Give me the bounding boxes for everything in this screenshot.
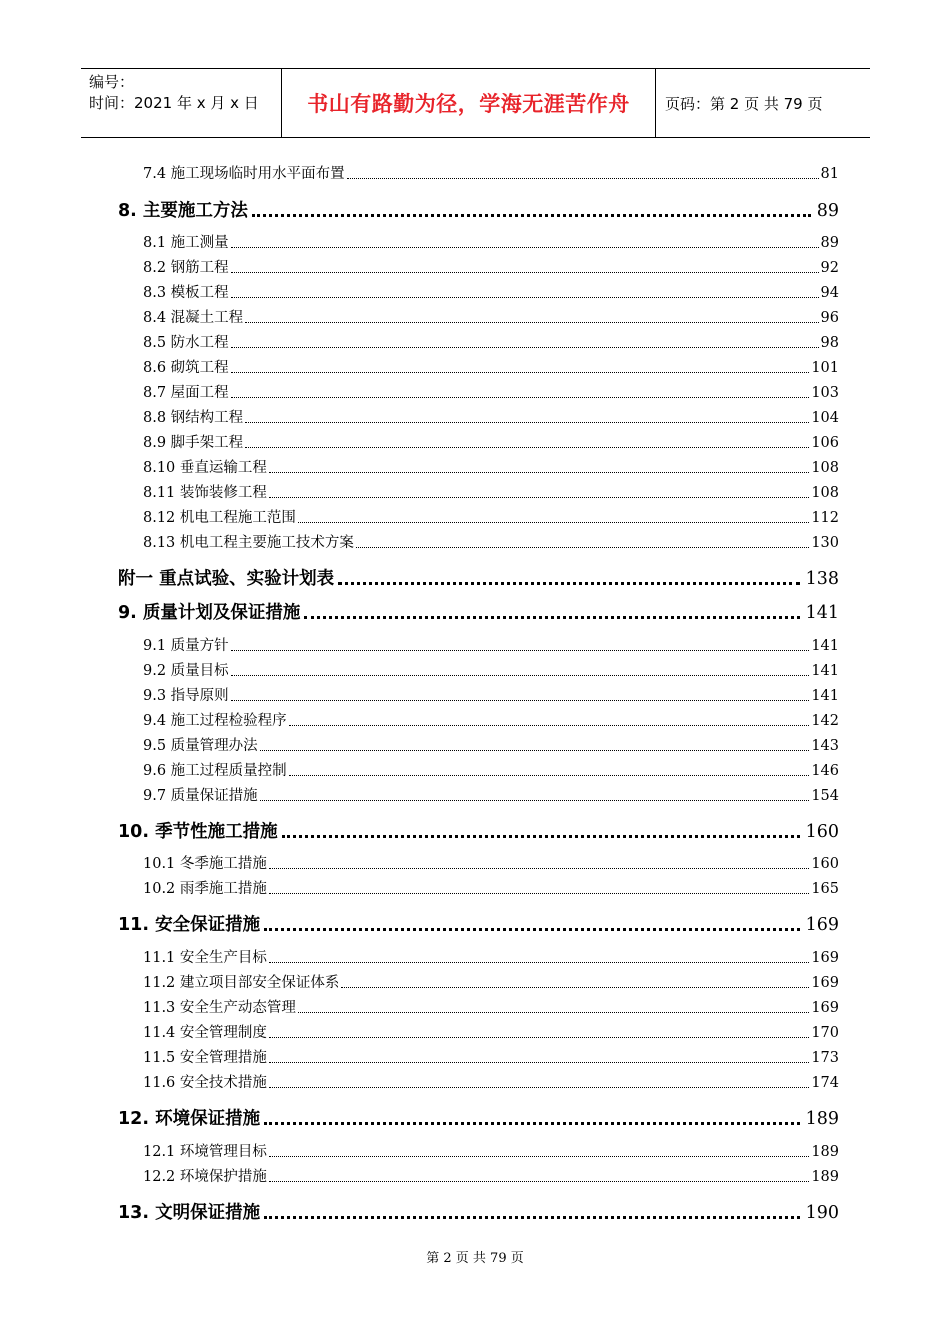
toc-entry-page: 160 bbox=[811, 856, 839, 872]
toc-entry-page: 190 bbox=[805, 1203, 839, 1223]
toc-section-entry[interactable] bbox=[143, 231, 839, 252]
toc-chapter-entry[interactable] bbox=[118, 911, 839, 936]
toc-entry-title: 12. 环境保证措施 bbox=[118, 1109, 261, 1129]
toc-dot-leader bbox=[338, 582, 800, 585]
toc-entry-page: 96 bbox=[820, 310, 839, 326]
toc-section-entry[interactable] bbox=[143, 1071, 839, 1092]
toc-entry-page: 189 bbox=[811, 1169, 839, 1185]
toc-dot-leader bbox=[252, 214, 811, 217]
toc-dot-leader bbox=[245, 422, 809, 423]
toc-entry-page: 142 bbox=[811, 713, 839, 729]
toc-section-entry[interactable] bbox=[143, 481, 839, 502]
toc-entry-title: 8.5 防水工程 bbox=[143, 335, 229, 351]
toc-dot-leader bbox=[298, 522, 809, 523]
toc-section-entry[interactable] bbox=[143, 734, 839, 755]
toc-entry-title: 11.6 安全技术措施 bbox=[143, 1075, 267, 1091]
toc-section-entry[interactable] bbox=[143, 659, 839, 680]
toc-entry-page: 146 bbox=[811, 763, 839, 779]
toc-dot-leader bbox=[269, 1181, 809, 1182]
toc-dot-leader bbox=[231, 675, 810, 676]
toc-dot-leader bbox=[231, 650, 810, 651]
toc-dot-leader bbox=[356, 547, 809, 548]
toc-section-entry[interactable] bbox=[143, 1021, 839, 1042]
toc-chapter-entry[interactable] bbox=[118, 1199, 839, 1224]
toc-entry-title: 8. 主要施工方法 bbox=[118, 201, 248, 221]
toc-entry-page: 169 bbox=[805, 915, 839, 935]
toc-dot-leader bbox=[269, 1087, 809, 1088]
toc-entry-page: 141 bbox=[811, 663, 839, 679]
header-meta bbox=[81, 69, 282, 137]
toc-entry-title: 9.7 质量保证措施 bbox=[143, 788, 258, 804]
toc-entry-title: 12.2 环境保护措施 bbox=[143, 1169, 267, 1185]
toc-entry-title: 11.4 安全管理制度 bbox=[143, 1025, 267, 1041]
toc-entry-page: 130 bbox=[811, 535, 839, 551]
toc-entry-page: 141 bbox=[805, 603, 839, 623]
toc-dot-leader bbox=[282, 835, 800, 838]
toc-entry-title: 8.4 混凝土工程 bbox=[143, 310, 244, 326]
toc-dot-leader bbox=[245, 322, 818, 323]
toc-section-entry[interactable] bbox=[143, 162, 839, 183]
toc-section-entry[interactable] bbox=[143, 431, 839, 452]
toc-chapter-entry[interactable] bbox=[118, 818, 839, 843]
toc-dot-leader bbox=[260, 750, 810, 751]
toc-entry-page: 173 bbox=[811, 1050, 839, 1066]
toc-dot-leader bbox=[231, 272, 819, 273]
toc-entry-title: 11. 安全保证措施 bbox=[118, 915, 261, 935]
toc-entry-title: 9. 质量计划及保证措施 bbox=[118, 603, 301, 623]
toc-dot-leader bbox=[264, 928, 800, 931]
toc-section-entry[interactable] bbox=[143, 406, 839, 427]
toc-section-entry[interactable] bbox=[143, 852, 839, 873]
page-footer: 第 2 页 共 79 页 bbox=[426, 1251, 524, 1266]
toc-section-entry[interactable] bbox=[143, 256, 839, 277]
toc-entry-page: 112 bbox=[811, 510, 839, 526]
toc-entry-page: 170 bbox=[811, 1025, 839, 1041]
page-header bbox=[81, 68, 870, 138]
toc-entry-page: 108 bbox=[811, 460, 839, 476]
toc-entry-title: 8.8 钢结构工程 bbox=[143, 410, 244, 426]
toc-entry-title: 9.6 施工过程质量控制 bbox=[143, 763, 287, 779]
toc-chapter-entry[interactable] bbox=[118, 599, 839, 624]
toc-section-entry[interactable] bbox=[143, 381, 839, 402]
toc-section-entry[interactable] bbox=[143, 506, 839, 527]
toc-entry-title: 8.13 机电工程主要施工技术方案 bbox=[143, 535, 354, 551]
toc-section-entry[interactable] bbox=[143, 877, 839, 898]
toc-entry-page: 89 bbox=[820, 235, 839, 251]
toc-section-entry[interactable] bbox=[143, 331, 839, 352]
toc-dot-leader bbox=[341, 987, 809, 988]
toc-section-entry[interactable] bbox=[143, 281, 839, 302]
toc-section-entry[interactable] bbox=[143, 946, 839, 967]
toc-dot-leader bbox=[231, 247, 819, 248]
toc-entry-page: 174 bbox=[811, 1075, 839, 1091]
toc-entry-page: 81 bbox=[820, 166, 839, 182]
toc-dot-leader bbox=[269, 1037, 809, 1038]
toc-dot-leader bbox=[231, 347, 819, 348]
toc-entry-title: 8.11 装饰装修工程 bbox=[143, 485, 267, 501]
toc-entry-title: 8.9 脚手架工程 bbox=[143, 435, 244, 451]
toc-entry-title: 8.10 垂直运输工程 bbox=[143, 460, 267, 476]
toc-entry-page: 154 bbox=[811, 788, 839, 804]
toc-entry-page: 143 bbox=[811, 738, 839, 754]
toc-entry-title: 10.2 雨季施工措施 bbox=[143, 881, 267, 897]
toc-entry-page: 101 bbox=[811, 360, 839, 376]
toc-entry-title: 13. 文明保证措施 bbox=[118, 1203, 261, 1223]
toc-entry-page: 141 bbox=[811, 638, 839, 654]
toc-entry-page: 92 bbox=[820, 260, 839, 276]
toc-entry-title: 8.1 施工测量 bbox=[143, 235, 229, 251]
toc-entry-page: 141 bbox=[811, 688, 839, 704]
header-motto: 书山有路勤为径，学海无涯苦作舟 bbox=[282, 69, 656, 137]
header-number-label: 编号： bbox=[89, 73, 135, 91]
toc-dot-leader bbox=[264, 1122, 800, 1125]
toc-entry-title: 8.3 模板工程 bbox=[143, 285, 229, 301]
toc-entry-title: 8.2 钢筋工程 bbox=[143, 260, 229, 276]
toc-dot-leader bbox=[289, 775, 810, 776]
toc-entry-title: 8.6 砌筑工程 bbox=[143, 360, 229, 376]
toc-dot-leader bbox=[245, 447, 809, 448]
toc-entry-page: 160 bbox=[805, 822, 839, 842]
toc-entry-page: 89 bbox=[816, 201, 839, 221]
toc-entry-page: 94 bbox=[820, 285, 839, 301]
toc-entry-page: 106 bbox=[811, 435, 839, 451]
toc-dot-leader bbox=[269, 497, 809, 498]
toc-dot-leader bbox=[298, 1012, 809, 1013]
toc-entry-title: 9.5 质量管理办法 bbox=[143, 738, 258, 754]
toc-dot-leader bbox=[269, 1062, 809, 1063]
toc-entry-title: 11.5 安全管理措施 bbox=[143, 1050, 267, 1066]
toc-section-entry[interactable] bbox=[143, 684, 839, 705]
toc-dot-leader bbox=[260, 800, 810, 801]
toc-section-entry[interactable] bbox=[143, 709, 839, 730]
toc-entry-page: 138 bbox=[805, 569, 839, 589]
toc-section-entry[interactable] bbox=[143, 1165, 839, 1186]
toc-entry-page: 165 bbox=[811, 881, 839, 897]
toc-dot-leader bbox=[269, 893, 809, 894]
header-page-info: 页码：第 2 页 共 79 页 bbox=[665, 94, 823, 113]
toc-entry-title: 9.1 质量方针 bbox=[143, 638, 229, 654]
toc-entry-title: 9.3 指导原则 bbox=[143, 688, 229, 704]
toc-entry-title: 11.1 安全生产目标 bbox=[143, 950, 267, 966]
toc-entry-page: 189 bbox=[811, 1144, 839, 1160]
toc-section-entry[interactable] bbox=[143, 356, 839, 377]
toc-dot-leader bbox=[269, 962, 809, 963]
toc-entry-title: 9.4 施工过程检验程序 bbox=[143, 713, 287, 729]
toc-chapter-entry[interactable] bbox=[118, 565, 839, 590]
toc-entry-page: 169 bbox=[811, 950, 839, 966]
toc-entry-page: 169 bbox=[811, 975, 839, 991]
toc-section-entry[interactable] bbox=[143, 996, 839, 1017]
toc-section-entry[interactable] bbox=[143, 634, 839, 655]
toc-dot-leader bbox=[231, 700, 810, 701]
toc-entry-title: 8.12 机电工程施工范围 bbox=[143, 510, 296, 526]
toc-section-entry[interactable] bbox=[143, 306, 839, 327]
toc-entry-page: 189 bbox=[805, 1109, 839, 1129]
toc-dot-leader bbox=[269, 472, 809, 473]
toc-entry-title: 12.1 环境管理目标 bbox=[143, 1144, 267, 1160]
toc-entry-title: 7.4 施工现场临时用水平面布置 bbox=[143, 166, 345, 182]
toc-entry-title: 附一 重点试验、实验计划表 bbox=[118, 569, 335, 589]
toc-dot-leader bbox=[304, 616, 799, 619]
toc-entry-page: 169 bbox=[811, 1000, 839, 1016]
toc-section-entry[interactable] bbox=[143, 531, 839, 552]
toc-dot-leader bbox=[264, 1216, 800, 1219]
toc-entry-title: 9.2 质量目标 bbox=[143, 663, 229, 679]
toc-section-entry[interactable] bbox=[143, 971, 839, 992]
toc-entry-title: 11.2 建立项目部安全保证体系 bbox=[143, 975, 340, 991]
toc-entry-title: 8.7 屋面工程 bbox=[143, 385, 229, 401]
toc-entry-page: 108 bbox=[811, 485, 839, 501]
toc-section-entry[interactable] bbox=[143, 759, 839, 780]
toc-dot-leader bbox=[269, 868, 809, 869]
toc-dot-leader bbox=[231, 372, 810, 373]
toc-entry-page: 104 bbox=[811, 410, 839, 426]
toc-entry-page: 103 bbox=[811, 385, 839, 401]
toc-section-entry[interactable] bbox=[143, 1046, 839, 1067]
toc-entry-title: 10. 季节性施工措施 bbox=[118, 822, 278, 842]
toc-chapter-entry[interactable] bbox=[118, 1105, 839, 1130]
toc-section-entry[interactable] bbox=[143, 784, 839, 805]
toc-dot-leader bbox=[289, 725, 810, 726]
toc-dot-leader bbox=[347, 178, 819, 179]
toc-section-entry[interactable] bbox=[143, 1140, 839, 1161]
toc-entry-title: 10.1 冬季施工措施 bbox=[143, 856, 267, 872]
toc-dot-leader bbox=[231, 397, 810, 398]
header-date: 时间：2021 年 x 月 x 日 bbox=[89, 94, 259, 112]
toc-chapter-entry[interactable] bbox=[118, 197, 839, 222]
toc-dot-leader bbox=[231, 297, 819, 298]
toc-entry-page: 98 bbox=[820, 335, 839, 351]
toc-entry-title: 11.3 安全生产动态管理 bbox=[143, 1000, 296, 1016]
toc-section-entry[interactable] bbox=[143, 456, 839, 477]
toc-dot-leader bbox=[269, 1156, 809, 1157]
